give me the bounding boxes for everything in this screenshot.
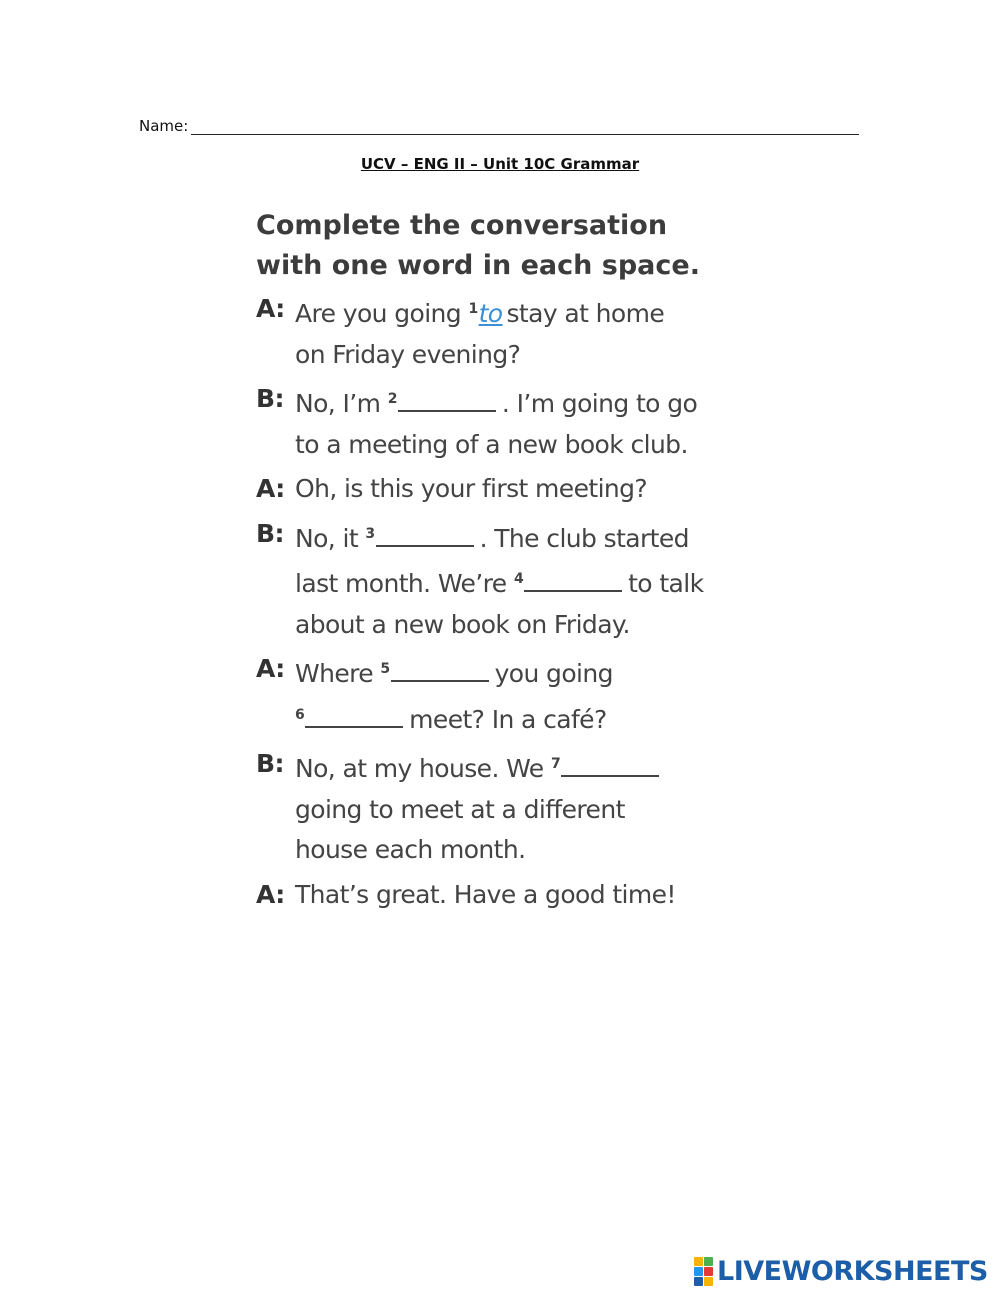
page-title: UCV – ENG II – Unit 10C Grammar [360,155,640,173]
answer-blank-5[interactable] [391,662,489,682]
dialogue-turn: A: Where $^5$ you going $^6$ meet? In a café? [256,649,756,740]
logo-text: LIVEWORKSHEETS [717,1256,988,1287]
gap-number: 1 [468,301,478,317]
answer-blank-6[interactable] [305,708,403,728]
speaker-label: B: [256,384,284,413]
answer-blank-2[interactable] [398,392,496,412]
dialogue-turn: B: No, I’m $^2$ . I’m going to go to a meeting of a new book club. [256,379,756,465]
dialogue-turn: B: No, at my house. We $^7$ going to meet at a different house each month. [256,744,756,871]
dialogue-turn: B: No, it $^3$ . The club started last month. We’re $^4$ to talk about a new book on Friday. [256,514,756,646]
speaker-label: A: [256,879,285,909]
speaker-label: B: [256,518,284,548]
dialogue-turn: A: Oh, is this your first meeting? [256,469,756,510]
gap-number: 4 [513,571,524,587]
example-answer: to [478,299,503,328]
liveworksheets-logo [694,1256,988,1287]
gap-number: 2 [387,391,397,407]
answer-blank-7[interactable] [561,757,659,777]
answer-blank-4[interactable] [524,572,622,592]
dialogue-turn: A: Are you going $^1$to stay at home on Friday evening? [256,289,756,375]
speaker-label: A: [256,474,285,503]
speaker-label: A: [256,654,285,683]
gap-number: 3 [365,525,375,542]
gap-number: 5 [380,661,390,677]
speaker-label: A: [256,294,285,323]
name-row [139,117,859,135]
name-line [191,120,859,135]
exercise [256,206,756,919]
instruction: Complete the conversation with one word in each space. [256,210,700,281]
gap-number: 6 [295,706,305,723]
gap-number: 7 [550,756,561,772]
logo-badge-icon [694,1257,713,1286]
answer-blank-3[interactable] [376,527,474,547]
speaker-label: B: [256,749,284,778]
dialogue-turn: A: That’s great. Have a good time! [256,875,756,916]
name-label: Name: [139,117,189,135]
